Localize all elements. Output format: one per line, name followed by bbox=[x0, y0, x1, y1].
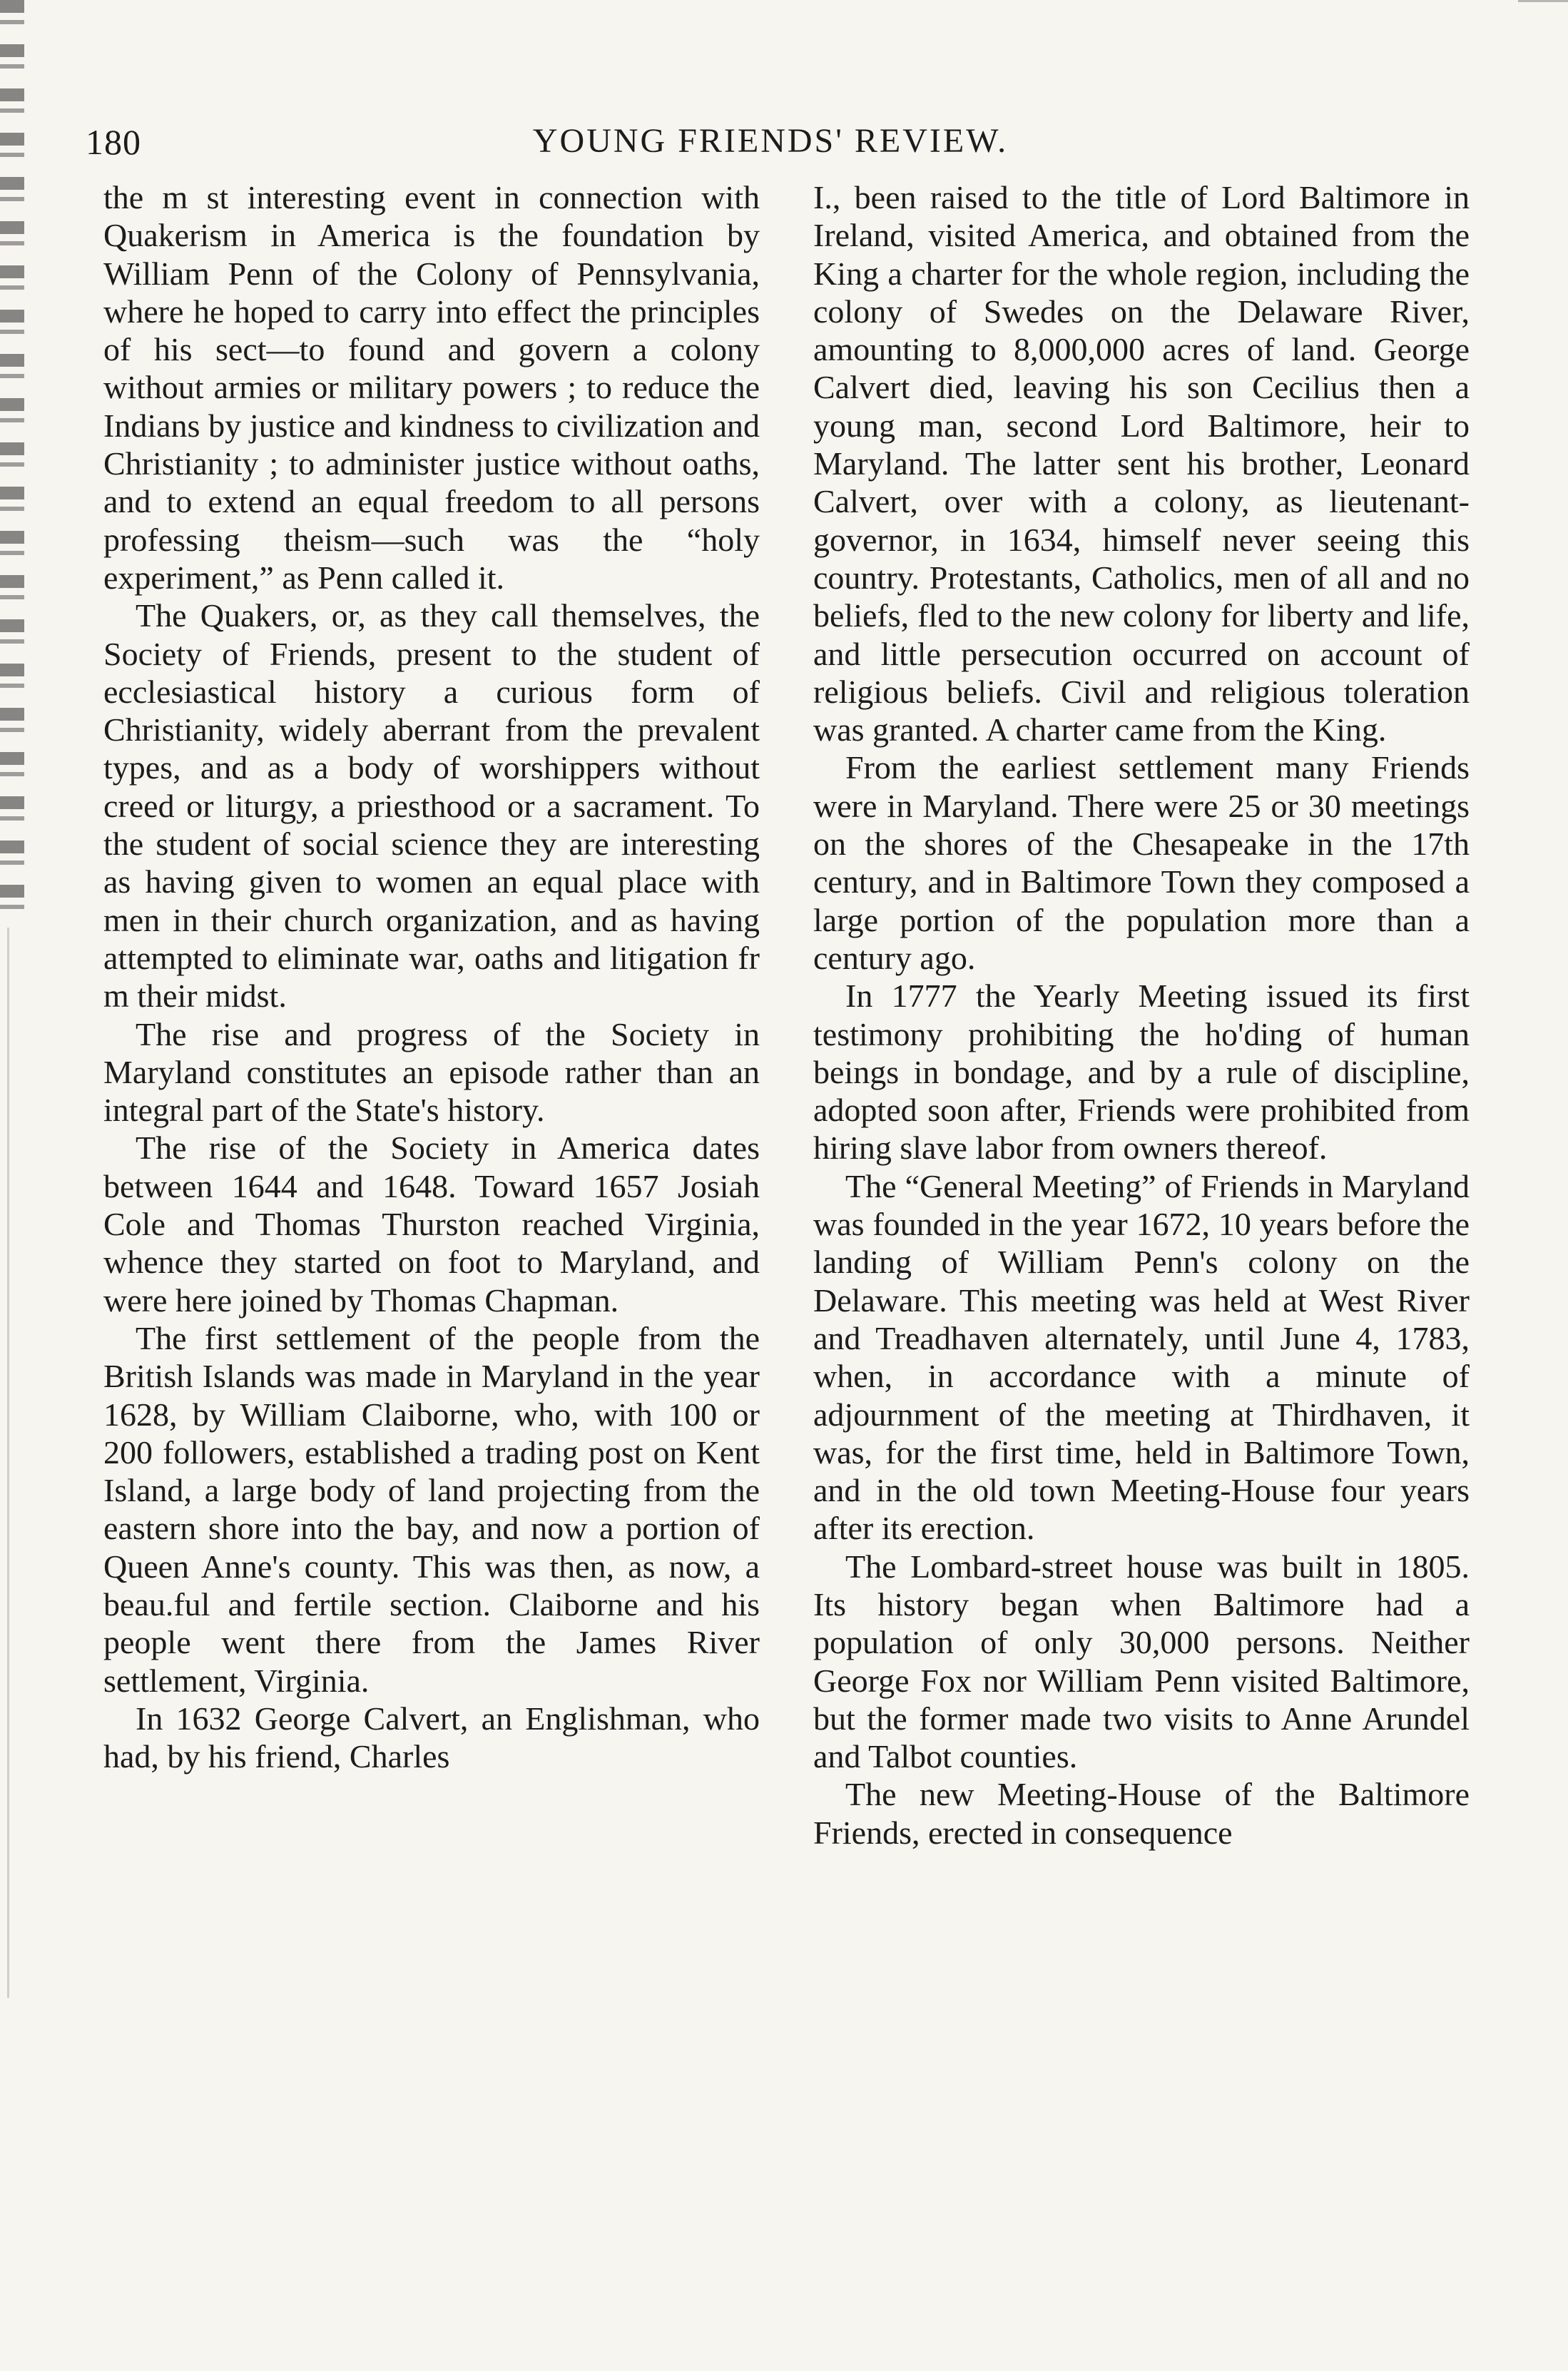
scan-corner-mark bbox=[1518, 0, 1568, 16]
paragraph: the m st interesting event in connection with Quakerism in America is the foundation by William Penn of the Colony of Pennsylvania, where he hoped to carry into effect the principles of his sect—to found and govern a colony without armies or military powers ; to reduce the Indians by justice and kindness to civilization and Christianity ; to administer justice without oaths, and to extend an equal freedom to all persons professing theism—such was the “holy experiment,” as Penn called it. bbox=[103, 179, 760, 596]
scan-edge-line bbox=[7, 928, 9, 1998]
page-number: 180 bbox=[86, 122, 141, 162]
paragraph: The new Meeting-House of the Baltimore Friends, erected in consequence bbox=[813, 1776, 1470, 1851]
paragraph: In 1777 the Yearly Meeting issued its first testimony prohibiting the ho'ding of human beings in bondage, and by a rule of discipline, adopted soon after, Friends were prohibited from hiring slave labor from owners thereof. bbox=[813, 978, 1470, 1167]
scan-edge-artifact bbox=[0, 0, 24, 928]
paragraph: The Lombard-street house was built in 1805. Its history began when Baltimore had a population of only 30,000 persons. Neither George Fox nor William Penn visited Baltimore, but the former made two visits to Anne Arundel and Talbot counties. bbox=[813, 1548, 1470, 1775]
right-column bbox=[813, 178, 1470, 1852]
journal-title: YOUNG FRIENDS' REVIEW. bbox=[532, 122, 1009, 160]
paragraph: In 1632 George Calvert, an Englishman, who had, by his friend, Charles bbox=[103, 1700, 760, 1775]
running-header bbox=[86, 121, 1455, 178]
paragraph: The Quakers, or, as they call themselves, the Society of Friends, present to the student of ecclesiastical history a curious form of Christianity, widely aberrant from the prevalent types, and as a body of worshippers without creed or liturgy, a priesthood or a sacrament. To the student of social science they are interesting as having given to women an equal place with men in their church organization, and as having attempted to eliminate war, oaths and litigation fr m their midst. bbox=[103, 597, 760, 1015]
paragraph: The rise of the Society in America dates between 1644 and 1648. Toward 1657 Josiah Cole and Thomas Thurston reached Virginia, whence they started on foot to Maryland, and were here joined by Thomas Chapman. bbox=[103, 1129, 760, 1319]
paragraph: The “General Meeting” of Friends in Maryland was founded in the year 1672, 10 years before the landing of William Penn's colony on the Delaware. This meeting was held at West River and Treadhaven alternately, until June 4, 1783, when, in accordance with a minute of adjournment of the meeting at Thirdhaven, it was, for the first time, held in Baltimore Town, and in the old town Meeting-House four years after its erection. bbox=[813, 1167, 1470, 1547]
paragraph: The rise and progress of the Society in Maryland constitutes an episode rather than an integral part of the State's history. bbox=[103, 1015, 760, 1129]
paragraph: The first settlement of the people from the British Islands was made in Maryland in the year 1628, by William Claiborne, who, with 100 or 200 followers, established a trading post on Kent Island, a large body of land projecting from the eastern shore into the bay, and now a portion of Queen Anne's county. This was then, as now, a beau.ful and fertile section. Claiborne and his people went there from the James River settlement, Virginia. bbox=[103, 1319, 760, 1699]
paragraph: I., been raised to the title of Lord Baltimore in Ireland, visited America, and obtained from the King a charter for the whole region, including the colony of Swedes on the Delaware River, amounting to 8,000,000 acres of land. George Calvert died, leaving his son Cecilius then a young man, second Lord Baltimore, heir to Maryland. The latter sent his brother, Leonard Calvert, over with a colony, as lieutenant-governor, in 1634, himself never seeing this country. Protestants, Catholics, men of all and no beliefs, fled to the new colony for liberty and life, and little persecution occurred on account of religious beliefs. Civil and religious toleration was granted. A charter came from the King. bbox=[813, 179, 1470, 748]
left-column bbox=[103, 178, 760, 1775]
paragraph: From the earliest settlement many Friends were in Maryland. There were 25 or 30 meetings on the shores of the Chesapeake in the 17th century, and in Baltimore Town they composed a large portion of the population more than a century ago. bbox=[813, 749, 1470, 976]
